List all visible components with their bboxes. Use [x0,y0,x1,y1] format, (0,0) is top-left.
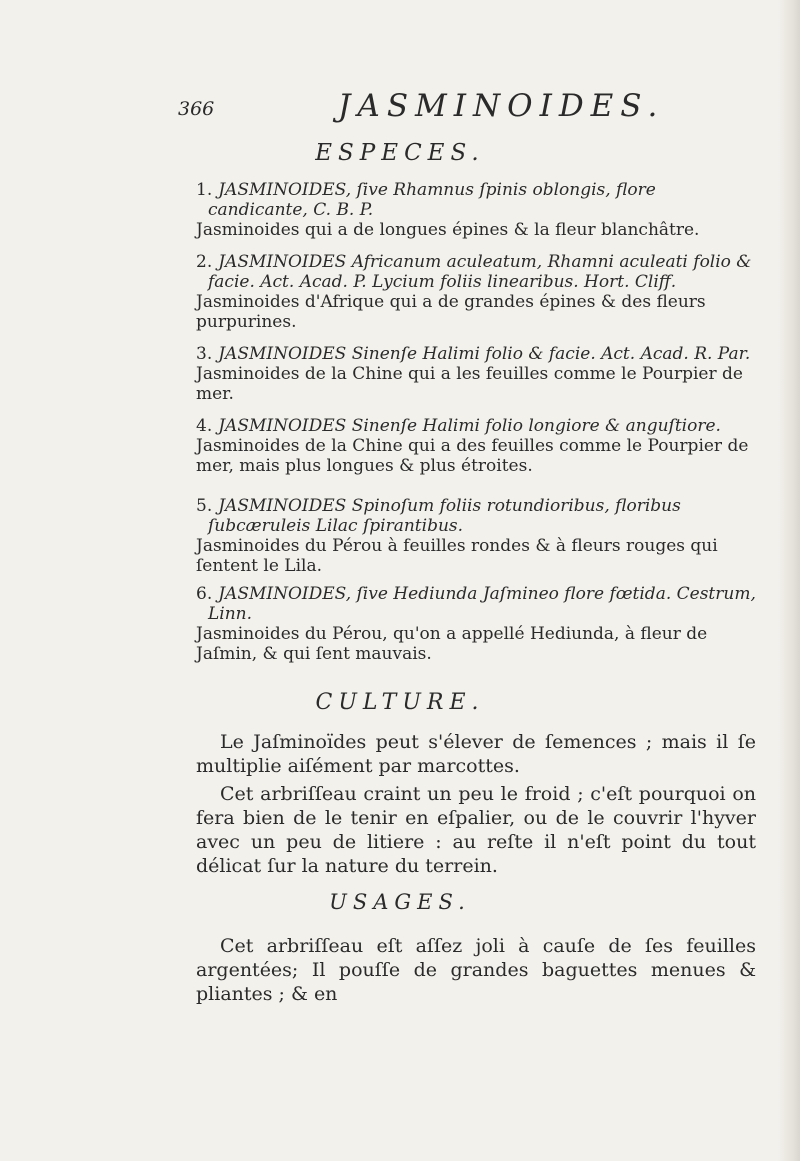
page-edge-shadow [778,0,800,1161]
species-french-description: Jasminoides de la Chine qui a les feuilles comme le Pourpier de mer. [196,364,743,404]
species-number: 2. [196,252,213,272]
species-entry-1 [196,180,756,240]
species-entry-2 [196,252,756,332]
page-number: 366 [178,98,215,120]
page-header [178,88,738,122]
species-french-description: Jasminoides qui a de longues épines & la fleur blanchâtre. [196,220,700,240]
species-latin-name: JASMINOIDES Sinenſe Halimi folio & facie. Act. Acad. R. Par. [218,344,751,364]
species-number: 6. [196,584,213,604]
species-number: 4. [196,416,213,436]
species-entry-6 [196,584,756,664]
running-title: JASMINOIDES. [338,88,665,124]
species-latin-name: JASMINOIDES, ſive Rhamnus ſpinis oblongis, flore candicante, C. B. P. [208,180,656,220]
culture-paragraph-2: Cet arbriſſeau craint un peu le froid ; c'eſt pourquoi on fera bien de le tenir en eſpalier, ou de le couvrir l'hyver avec un peu de litiere : au reſte il n'eſt point du tout délicat ſur la nature du terrein. [196,783,756,877]
species-french-description: Jasminoides du Pérou, qu'on a appellé Hediunda, à fleur de Jaſmin, & qui ſent mauvais. [196,624,708,664]
especes-heading: ESPECES. [315,140,485,166]
species-entry-3 [196,344,756,404]
species-number: 3. [196,344,213,364]
species-french-description: Jasminoides de la Chine qui a des feuilles comme le Pourpier de mer, mais plus longues & plus étroites. [196,436,749,476]
usages-heading: USAGES. [329,890,471,914]
culture-heading: CULTURE. [315,690,485,715]
species-number: 5. [196,496,213,516]
species-number: 1. [196,180,213,200]
species-latin-name: JASMINOIDES, ſive Hediunda Jaſmineo flore fœtida. Cestrum, Linn. [208,584,756,624]
species-french-description: Jasminoides d'Afrique qui a de grandes épines & des fleurs purpurines. [196,292,706,332]
species-latin-name: JASMINOIDES Africanum aculeatum, Rhamni aculeati folio & facie. Act. Acad. P. Lycium foliis linearibus. Hort. Cliff. [208,252,752,292]
culture-paragraph-1: Le Jaſminoïdes peut s'élever de ſemences ; mais il ſe multiplie aiſément par marcottes. [196,731,756,777]
usages-paragraph-1: Cet arbriſſeau eſt aſſez joli à cauſe de ſes feuilles argentées; Il pouſſe de grandes baguettes menues & pliantes ; & en [196,935,756,1005]
species-latin-name: JASMINOIDES Sinenſe Halimi folio longiore & anguſtiore. [218,416,721,436]
species-french-description: Jasminoides du Pérou à feuilles rondes & à fleurs rouges qui ſentent le Lila. [196,536,718,576]
species-entry-5 [196,496,756,576]
species-latin-name: JASMINOIDES Spinoſum foliis rotundioribus, floribus ſubcæruleis Lilac ſpirantibus. [208,496,681,536]
species-entry-4 [196,416,756,476]
